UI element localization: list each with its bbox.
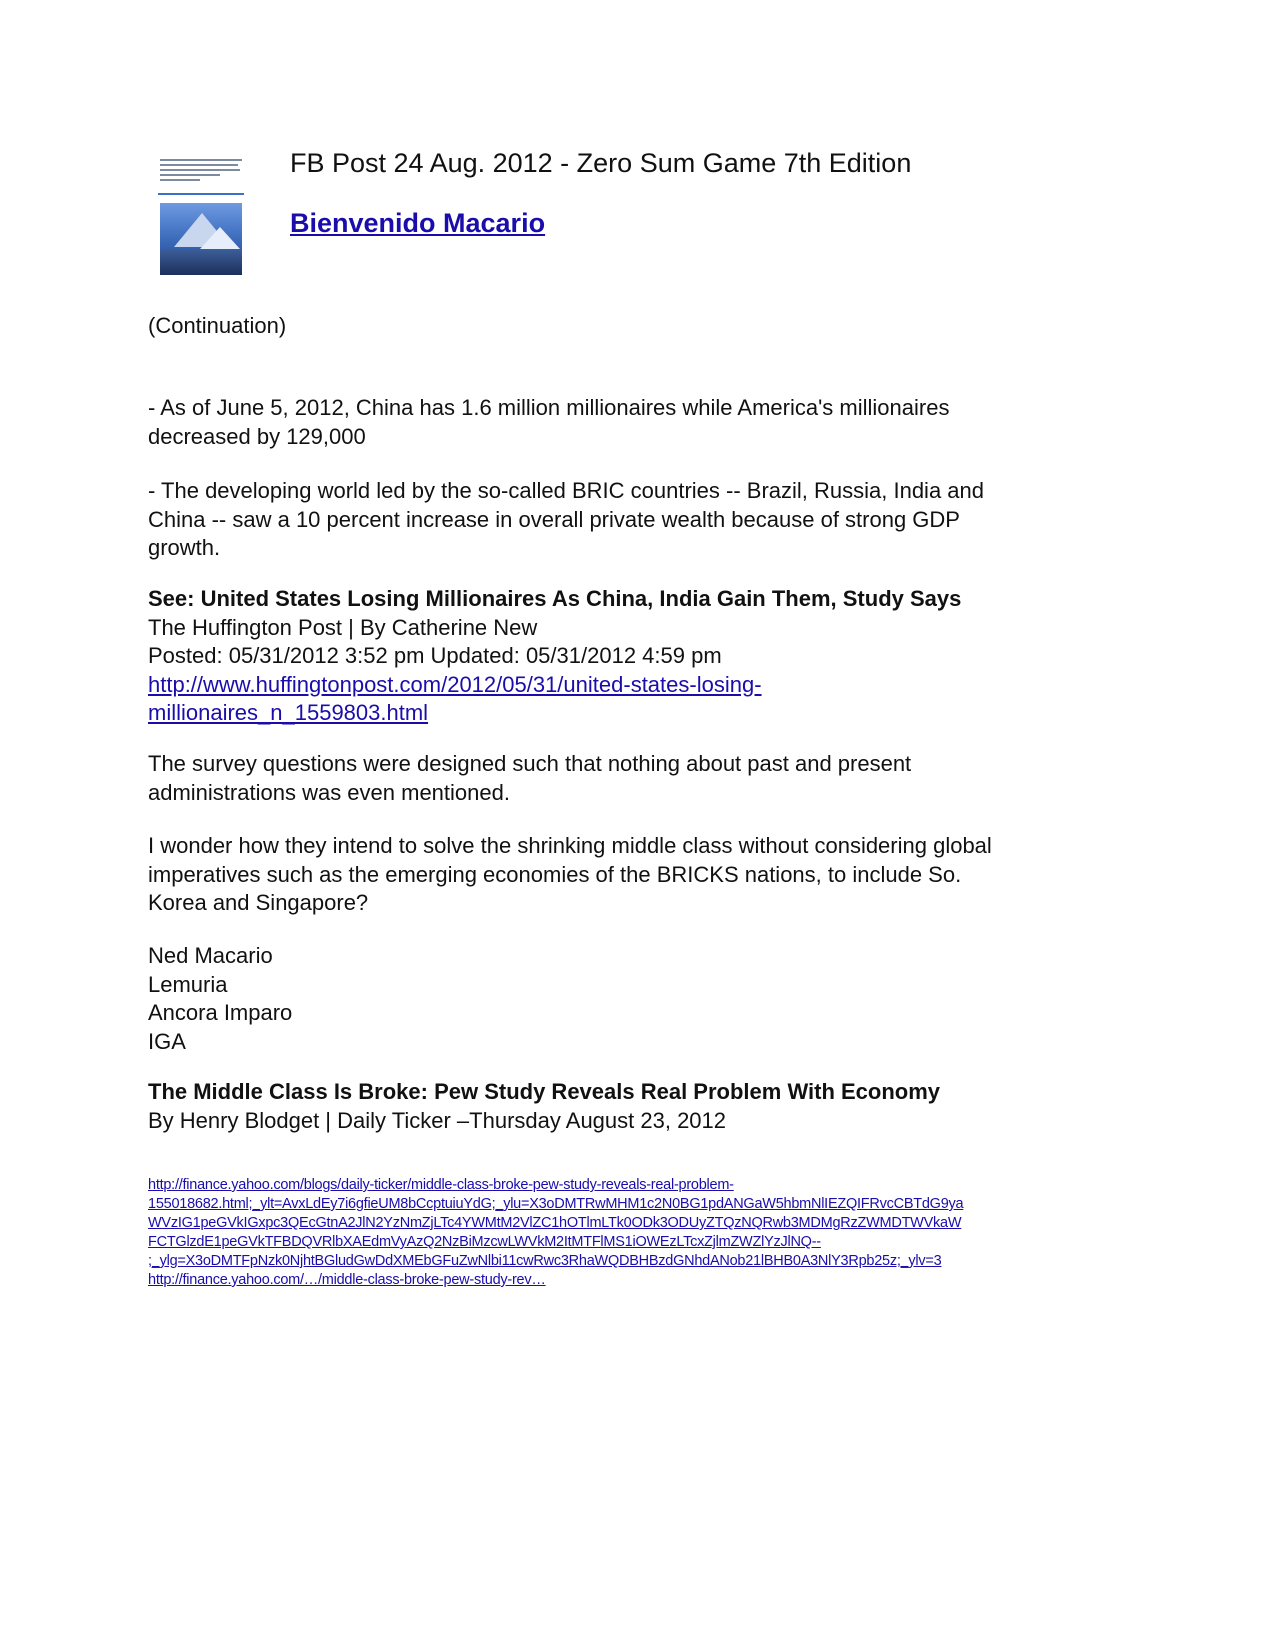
text-line: I wonder how they intend to solve the shrinking middle class without considering global <box>148 833 992 858</box>
cover-rule <box>158 193 244 195</box>
signature-name: Ned Macario <box>148 943 273 968</box>
text-line: administrations was even mentioned. <box>148 779 510 805</box>
text-line: imperatives such as the emerging economies of the BRICKS nations, to include So. <box>148 861 962 887</box>
text-line: - The developing world led by the so-called BRIC countries -- Brazil, Russia, India and <box>148 478 984 503</box>
text-line: China -- saw a 10 percent increase in overall private wealth because of strong GDP <box>148 506 960 532</box>
article2-headline: The Middle Class Is Broke: Pew Study Reveals Real Problem With Economy <box>148 1079 941 1104</box>
bullet-millionaires <box>148 394 1148 451</box>
signature-line: Lemuria <box>148 971 228 997</box>
see-headline: See: United States Losing Millionaires As China, India Gain Them, Study Says <box>148 586 962 611</box>
yahoo-url-link[interactable]: FCTGlzdE1peGVkTFBDQVRlbXAEdmVyAzQ2NzBiMzcwLWVkM2ItMTFlMS1iOWEzLTcxZjlmZWZlYzJlNQ-- <box>148 1234 821 1250</box>
signature-line: IGA <box>148 1028 186 1054</box>
text-line: growth. <box>148 535 221 560</box>
text-line: The survey questions were designed such that nothing about past and present <box>148 751 912 776</box>
book-cover-thumbnail <box>158 155 244 275</box>
bullet-bric <box>148 477 1148 563</box>
continuation-label: (Continuation) <box>148 313 287 338</box>
see-posted: Posted: 05/31/2012 3:52 pm Updated: 05/31/2012 4:59 pm <box>148 643 722 668</box>
cover-text-lines <box>160 159 242 189</box>
article2-byline: By Henry Blodget | Daily Ticker –Thursday August 23, 2012 <box>148 1107 727 1133</box>
signature-block <box>148 942 1148 1056</box>
text-line: - As of June 5, 2012, China has 1.6 million millionaires while America's millionaires <box>148 395 950 420</box>
author-link[interactable]: Bienvenido Macario <box>290 208 546 238</box>
text-line: decreased by 129,000 <box>148 423 366 449</box>
yahoo-short-link[interactable]: http://finance.yahoo.com/…/middle-class-broke-pew-study-rev… <box>148 1272 546 1288</box>
yahoo-url-link[interactable]: http://finance.yahoo.com/blogs/daily-ticker/middle-class-broke-pew-study-reveals-real-problem- <box>148 1177 734 1193</box>
wonder-paragraph <box>148 832 1148 918</box>
survey-paragraph <box>148 750 1148 807</box>
pyramid-photo <box>160 203 242 275</box>
yahoo-url-link[interactable]: 155018682.html;_ylt=AvxLdEy7i6gfieUM8bCcptuiuYdG;_ylu=X3oDMTRwMHM1c2N0BG1pdANGaW5hbmNlIEZQIFRvcCBTdG9ya <box>148 1196 964 1212</box>
yahoo-url-link[interactable]: WVzIG1peGVkIGxpc3QEcGtnA2JlN2YzNmZjLTc4YWMtM2VlZC1hOTlmLTk0ODk3ODUyZTQzNQRwb3MDMgRzZWMDTWVkaW <box>148 1215 962 1231</box>
see-article-block <box>148 585 1148 728</box>
article2-block <box>148 1078 1148 1135</box>
signature-line: Ancora Imparo <box>148 1000 293 1025</box>
see-byline: The Huffington Post | By Catherine New <box>148 614 538 640</box>
yahoo-url-link[interactable]: ;_ylg=X3oDMTFpNzk0NjhtBGludGwDdXMEbGFuZwNlbi11cwRwc3RhaWQDBHBzdGNhdANob21lBHB0A3NlY3Rpb25z;_ylv=3 <box>148 1253 942 1269</box>
page-title: FB Post 24 Aug. 2012 - Zero Sum Game 7th Edition <box>290 148 912 178</box>
yahoo-links <box>148 1176 1108 1290</box>
huffington-url-link[interactable]: http://www.huffingtonpost.com/2012/05/31/united-states-losing- millionaires_n_1559803.html <box>148 671 762 725</box>
text-line: Korea and Singapore? <box>148 890 369 915</box>
